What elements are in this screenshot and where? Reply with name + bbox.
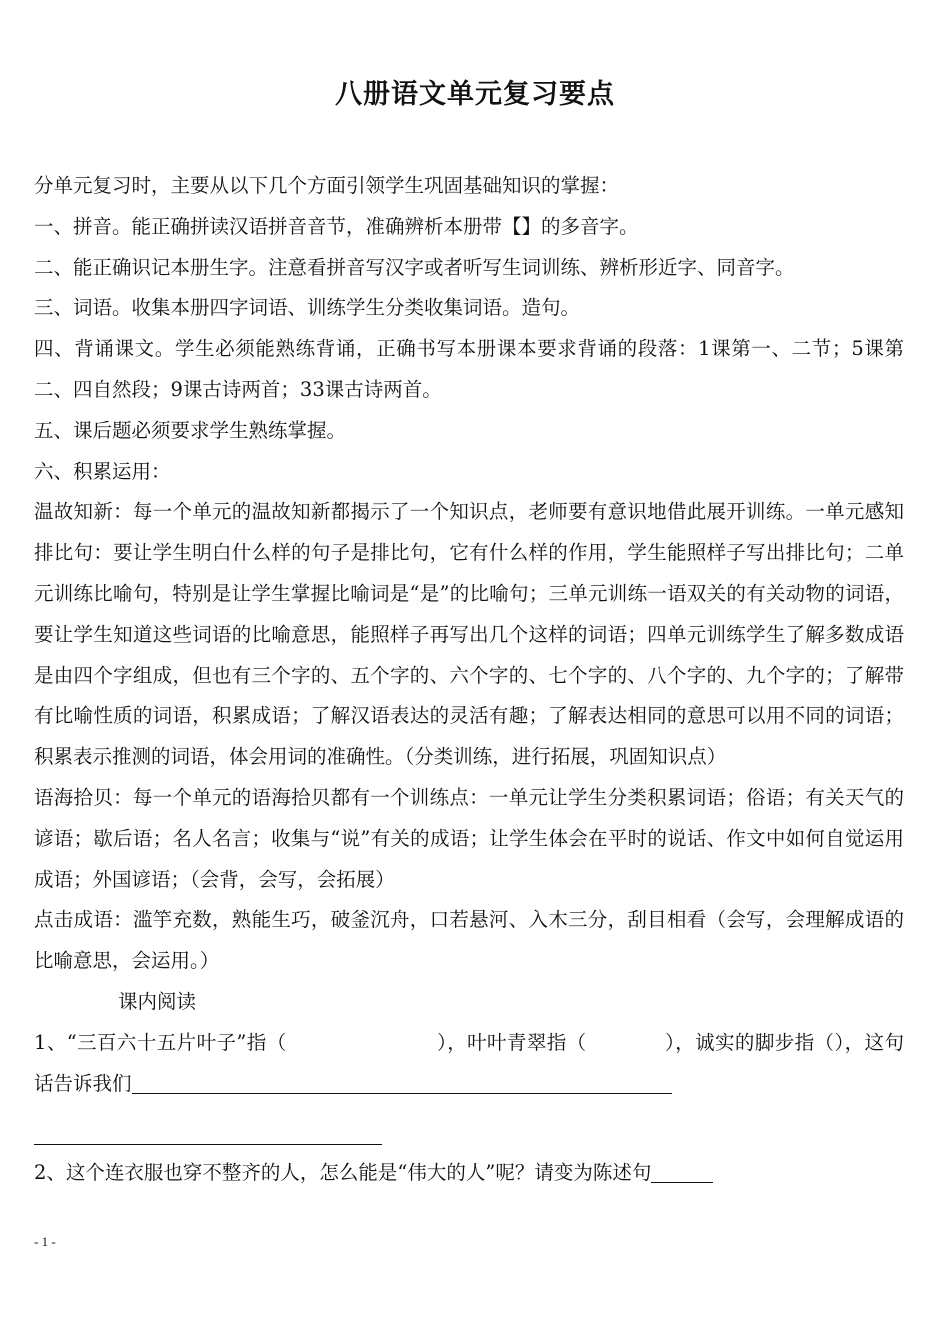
wengu-paragraph: 温故知新：每一个单元的温故知新都揭示了一个知识点，老师要有意识地借此展开训练。一单元感知排比句：要让学生明白什么样的句子是排比句，它有什么样的作用，学生能照样子写出排比句；二单元训练比喻句，特别是让学生掌握比喻词是“是”的比喻句；三单元训练一语双关的有关动物的词语，要让学生知道这些词语的比喻意思，能照样子再写出几个这样的词语；四单元训练学生了解多数成语是由四个字组成，但也有三个字的、五个字的、六个字的、七个字的、八个字的、九个字的；了解带有比喻性质的词语，积累成语；了解汉语表达的灵活有趣；了解表达相同的意思可以用不同的词语；积累表示推测的词语，体会用词的准确性。（分类训练，进行拓展，巩固知识点） [34, 500, 904, 769]
answer-underline-1[interactable] [132, 1069, 672, 1094]
item-recitation: 四、背诵课文。学生必须能熟练背诵，正确书写本册课本要求背诵的段落：1课第一、二节；5课第二、四自然段；9课古诗两首；33课古诗两首。 [34, 337, 904, 401]
question-1-part-c: ），诚实的脚步指（ [664, 1030, 835, 1054]
question-1-part-a: 1、“三百六十五片叶子”指（ [34, 1030, 287, 1054]
question-1 [34, 1023, 904, 1105]
dianji-paragraph: 点击成语：滥竽充数，熟能生巧，破釜沉舟，口若悬河、入木三分，刮目相看（会写，会理解成语的比喻意思，会运用。） [34, 908, 904, 973]
answer-underline-3[interactable] [651, 1158, 713, 1183]
item-words: 三、词语。收集本册四字词语、训练学生分类收集词语。造句。 [34, 296, 581, 320]
question-2 [34, 1153, 904, 1194]
page-number: - 1 - [34, 1234, 56, 1249]
question-1-part-d: ），这句话告诉我们 [34, 1030, 904, 1095]
item-accumulation: 六、积累运用： [34, 459, 171, 483]
item-pinyin: 一、拼音。能正确拼读汉语拼音音节，准确辨析本册带【】的多音字。 [34, 214, 639, 238]
intro-paragraph: 分单元复习时，主要从以下几个方面引领学生巩固基础知识的掌握： [34, 174, 620, 197]
reading-heading: 课内阅读 [118, 989, 197, 1013]
question-1-part-b: ），叶叶青翠指（ [436, 1030, 587, 1054]
yuhai-paragraph: 语海拾贝：每一个单元的语海拾贝都有一个训练点：一单元让学生分类积累词语；俗语；有关天气的谚语；歇后语；名人名言；收集与“说”有关的成语；让学生体会在平时的说话、作文中如何自觉运用成语；外国谚语；（会背，会写，会拓展） [34, 785, 904, 891]
item-characters: 二、能正确识记本册生字。注意看拼音写汉字或者听写生词训练、辨析形近字、同音字。 [34, 255, 795, 279]
answer-underline-2[interactable] [34, 1104, 382, 1145]
page-title: 八册语文单元复习要点 [335, 79, 615, 110]
item-exercises: 五、课后题必须要求学生熟练掌握。 [34, 418, 347, 442]
document-body [34, 166, 904, 1194]
question-2-text: 2、这个连衣服也穿不整齐的人，怎么能是“伟大的人”呢？请变为陈述句 [34, 1161, 652, 1185]
